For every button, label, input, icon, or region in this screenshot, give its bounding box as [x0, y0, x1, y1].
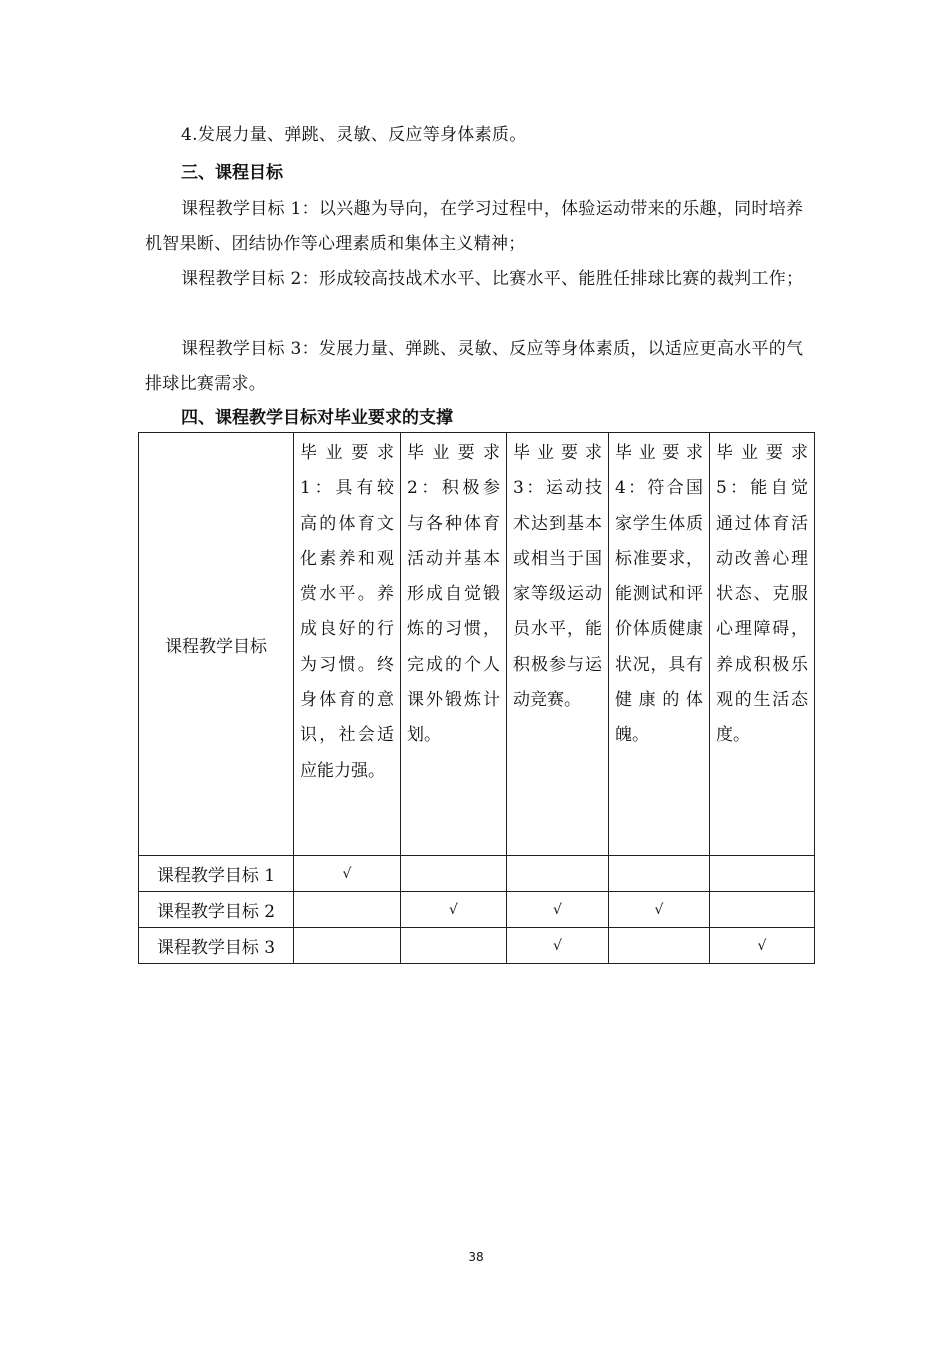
requirement-cell-4: 毕业要求 4：符合国家学生体质标准要求，能测试和评价体质健康状况，具有健康的体魄。: [609, 433, 710, 856]
section-heading-course-goals: 三、课程目标: [181, 163, 283, 183]
check-mark-cell: √: [401, 892, 507, 928]
check-mark-cell: [507, 856, 609, 892]
check-mark-cell: [710, 856, 815, 892]
check-mark-cell: [609, 856, 710, 892]
support-table: [138, 432, 815, 964]
check-mark-cell: √: [609, 892, 710, 928]
table-row: [139, 928, 815, 964]
requirement-cell-5: 毕业要求 5：能自觉通过体育活动改善心理状态、克服心理障碍，养成积极乐观的生活态度。: [710, 433, 815, 856]
check-mark-cell: [710, 892, 815, 928]
paragraph-goal-3: 课程教学目标 3：发展力量、弹跳、灵敏、反应等身体素质，以适应更高水平的气排球比赛需求。: [145, 339, 804, 394]
requirement-cell-3: 毕业要求 3：运动技术达到基本或相当于国家等级运动员水平，能积极参与运动竞赛。: [507, 433, 609, 856]
paragraph-goal-1: 课程教学目标 1：以兴趣为导向，在学习过程中，体验运动带来的乐趣，同时培养机智果断、团结协作等心理素质和集体主义精神；: [145, 199, 804, 254]
row-label-goal-1: 课程教学目标 1: [139, 856, 294, 892]
table-row: [139, 856, 815, 892]
table-corner-label: 课程教学目标: [139, 433, 294, 856]
check-mark-cell: [294, 892, 401, 928]
table-header-row: [139, 433, 815, 856]
check-mark-cell: √: [507, 928, 609, 964]
row-label-goal-3: 课程教学目标 3: [139, 928, 294, 964]
check-mark-cell: [401, 928, 507, 964]
requirement-cell-1: 毕业要求 1：具有较高的体育文化素养和观赏水平。养成良好的行为习惯。终身体育的意识，社会适应能力强。: [294, 433, 401, 856]
check-mark-cell: [294, 928, 401, 964]
paragraph-goal-2: 课程教学目标 2：形成较高技战术水平、比赛水平、能胜任排球比赛的裁判工作；: [181, 269, 804, 289]
check-mark-cell: √: [294, 856, 401, 892]
check-mark-cell: √: [507, 892, 609, 928]
check-mark-cell: √: [710, 928, 815, 964]
paragraph-item-4: 4.发展力量、弹跳、灵敏、反应等身体素质。: [181, 125, 527, 145]
table-row: [139, 892, 815, 928]
requirement-cell-2: 毕业要求 2：积极参与各种体育活动并基本形成自觉锻炼的习惯，完成的个人课外锻炼计划。: [401, 433, 507, 856]
check-mark-cell: [609, 928, 710, 964]
check-mark-cell: [401, 856, 507, 892]
row-label-goal-2: 课程教学目标 2: [139, 892, 294, 928]
section-heading-support: 四、课程教学目标对毕业要求的支撑: [181, 408, 453, 428]
page-number: 38: [468, 1250, 484, 1264]
